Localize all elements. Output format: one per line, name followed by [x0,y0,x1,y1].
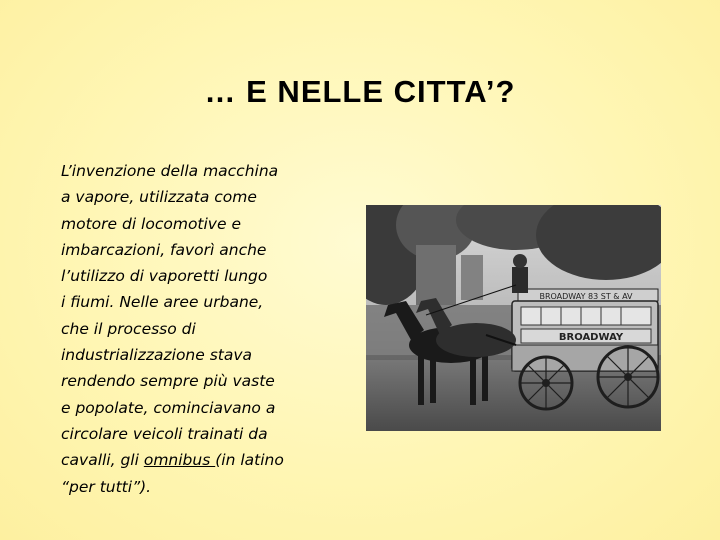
text-line: industrializzazione stava [61,346,253,365]
text-line: L’invenzione della macchina [61,162,279,180]
text-line: che il processo di [61,319,196,338]
text-line-omnibus [61,447,323,473]
omnibus-term: omnibus [143,451,216,470]
omnibus-photo [366,205,661,431]
text-fragment: cavalli, gli [61,451,144,470]
text-line: a vapore, utilizzata come [61,188,257,207]
text-line: imbarcazioni, favorì anche [61,240,267,259]
text-line: i fiumi. Nelle aree urbane, [61,293,264,312]
body-text [61,158,323,500]
text-line: circolare veicoli trainati da [61,424,268,443]
text-line: l’utilizzo di vaporetti lungo [61,267,268,286]
text-line: “per tutti”). [61,477,152,496]
text-line: e popolate, cominciavano a [61,398,276,417]
omnibus-side-sign: BROADWAY [558,332,624,343]
text-line: motore di locomotive e [61,214,241,233]
slide-title: … E NELLE CITTA’? [204,74,516,109]
text-line: rendendo sempre più vaste [61,372,275,391]
text-fragment: (in latino [215,451,284,470]
omnibus-top-sign: BROADWAY 83 ST & AV [539,292,633,301]
